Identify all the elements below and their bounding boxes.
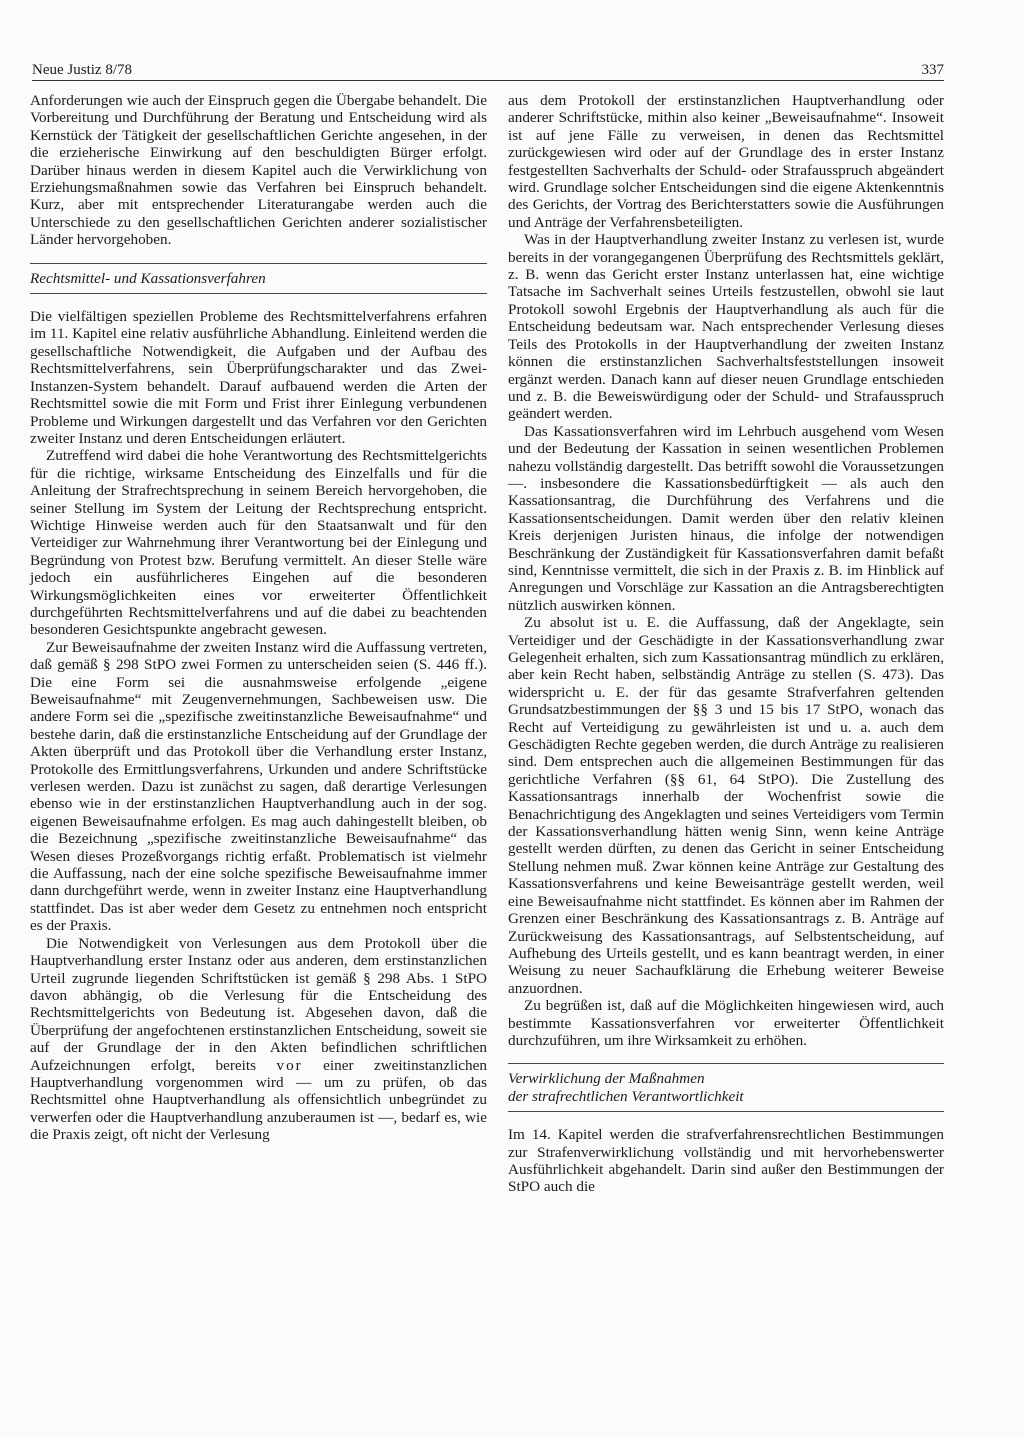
- left-column: [30, 92, 487, 1144]
- section-heading: [508, 1063, 944, 1112]
- running-header: [32, 60, 944, 80]
- section-heading-line: Verwirklichung der Maßnahmen: [508, 1070, 705, 1088]
- paragraph: Zu absolut ist u. E. die Auffassung, daß der Angeklagte, sein Verteidiger und der Geschädigte in der Kassationsverhandlung zwar Gelegenheit erhalten, sich zum Kassationsantrag mündlich zu erklären, aber kein Recht haben, selbständig Anträge zu stellen (S. 473). Das widerspricht u. E. der für das gesamte Strafverfahren geltenden Grundsatzbestimmungen der §§ 3 und 15 bis 17 StPO, wonach das Recht auf Verteidigung zu gewährleisten ist und u. a. auch dem Geschädigten Rechte gegeben werden, die durch Anträge zu realisieren sind. Dem entsprechen auch die allgemeinen Bestimmungen für das gerichtliche Verfahren (§§ 61, 64 StPO). Die Zustellung des Kassationsantrags innerhalb der Wochenfrist sowie die Benachrichtigung des Angeklagten und seines Verteidigers vom Termin der Kassationsverhandlung hätten wenig Sinn, wenn keine Anträge gestellt werden dürften, zu denen das Gericht in seiner Entscheidung Stellung nehmen muß. Zwar können keine Anträge zur Gestaltung des Kassationsverfahrens und keine Beweisanträge gestellt werden, weil eine Beweisaufnahme nicht stattfindet. Es können aber im Rahmen der Grenzen einer Beschränkung des Kassationsantrags z. B. Anträge auf Zurückweisung des Kassationsantrags, auf Selbstentscheidung, auf Aufhebung des Urteils gestellt, und es kann beantragt werden, in einer Weisung zu neuer Sachaufklärung die Erhebung weiterer Beweise anzuordnen.: [508, 614, 944, 997]
- emphasized-word: vor: [276, 1056, 303, 1074]
- paragraph-text: Die Notwendigkeit von Verlesungen aus dem Protokoll über die Hauptverhandlung erster Instanz oder aus anderen, dem erstinstanzlichen Urteil zugrunde liegenden Schriftstücken ist gemäß § 298 Abs. 1 StPO davon abhängig, ob die Verlesung für die Entscheidung des Rechtsmittelgerichts von Bedeutung ist. Abgesehen davon, daß die Überprüfung der angefochtenen erstinstanzlichen Entscheidung, soweit sie auf der Grundlage der in den Akten befindlichen schriftlichen Aufzeichnungen erfolgt, bereits: [30, 934, 487, 1074]
- section-heading-text: Rechtsmittel- und Kassationsverfahren: [30, 269, 266, 287]
- paragraph: Die vielfältigen speziellen Probleme des Rechtsmittelverfahrens erfahren im 11. Kapitel eine relativ ausführliche Abhandlung. Einleitend werden die gesellschaftliche Notwendigkeit, die Aufgaben und der Aufbau des Rechtsmittelverfahrens, sein Überprüfungscharakter und das Zwei-Instanzen-System behandelt. Darauf aufbauend werden die Arten der Rechtsmittel sowie die mit Form und Frist ihrer Einlegung verbundenen Probleme und Wirkungen dargestellt und das Verfahren vor den Gerichten zweiter Instanz und deren Entscheidungen erläutert.: [30, 308, 487, 447]
- section-heading-line: der strafrechtlichen Verantwortlichkeit: [508, 1087, 744, 1105]
- paragraph: aus dem Protokoll der erstinstanzlichen Hauptverhandlung oder anderer Schriftstücke, mithin also keiner „Beweisaufnahme“. Insoweit ist auf jene Fälle zu verweisen, in denen das Rechtsmittel zurückgewiesen wird oder auf der Grundlage des in erster Instanz festgestellten Sachverhalts der Schuld- oder Strafausspruch abgeändert wird. Grundlage solcher Entscheidungen sind die eigene Aktenkenntnis des Gerichts, der Vortrag des Berichterstatters sowie die Ausführungen und Anträge der Verfahrensbeteiligten.: [508, 92, 944, 231]
- paragraph: Zutreffend wird dabei die hohe Verantwortung des Rechtsmittelgerichts für die richtige, wirksame Entscheidung des Einzelfalls und für die Anleitung der Strafrechtsprechung in seinem Bereich hervorgehoben, die seiner Stellung im System der Leitung der Rechtsprechung entspricht. Wichtige Hinweise werden auch für den Staatsanwalt und für den Verteidiger zur Wahrnehmung ihrer Verantwortung bei der Einlegung und Begründung von Protest bzw. Berufung vermittelt. An dieser Stelle wäre jedoch ein ausführlicheres Eingehen auf die besonderen Wirkungsmöglichkeiten eines vor erweiterter Öffentlichkeit durchgeführten Rechtsmittelverfahrens und auf die dabei zu beachtenden besonderen Gesichtspunkte angebracht gewesen.: [30, 447, 487, 639]
- page-number: 337: [921, 62, 944, 78]
- paragraph: Im 14. Kapitel werden die strafverfahrensrechtlichen Bestimmungen zur Strafenverwirklichung vollständig und mit hervorhebenswerter Ausführlichkeit abgehandelt. Darin sind außer den Bestimmungen der StPO auch die: [508, 1126, 944, 1196]
- paragraph: Zur Beweisaufnahme der zweiten Instanz wird die Auffassung vertreten, daß gemäß § 298 StPO zwei Formen zu unterscheiden seien (S. 446 ff.). Die eine Form sei die ausnahmsweise erfolgende „eigene Beweisaufnahme“ mit Zeugenvernehmungen, Sachbeweisen usw. Die andere Form sei die „spezifische zweitinstanzliche Beweisaufnahme“ und bestehe darin, daß die erstinstanzliche Entscheidung auf der Grundlage der Akten überprüft und das Protokoll über die Verhandlung erster Instanz, Protokolle des Ermittlungsverfahrens, Urkunden und andere Schriftstücke verlesen werden. Dazu ist zunächst zu sagen, daß derartige Verlesungen ebenso wie in der erstinstanzlichen Hauptverhandlung auch in der sog. eigenen Beweisaufnahme erfolgen. Es mag auch dahingestellt bleiben, ob die Bezeichnung „spezifische zweitinstanzliche Beweisaufnahme“ das Wesen dieses Prozeßvorgangs richtig erfaßt. Problematisch ist vielmehr die Auffassung, nach der eine solche spezifische Beweisaufnahme immer dann durchgeführt werde, wenn in zweiter Instanz eine Hauptverhandlung stattfindet. Das ist aber weder dem Gesetz zu entnehmen noch entspricht es der Praxis.: [30, 638, 487, 935]
- paragraph: Das Kassationsverfahren wird im Lehrbuch ausgehend vom Wesen und der Bedeutung der Kassation in seinen wesentlichen Problemen nahezu vollständig dargestellt. Das betrifft sowohl die Voraussetzungen —. insbesondere die Kassationsbedürftigkeit — als auch den Kassationsantrag, die Durchführung des Verfahrens und die Kassationsentscheidungen. Damit werden über den relativ kleinen Kreis derjenigen Juristen hinaus, die infolge der notwendigen Beschränkung der Zuständigkeit für Kassationsverfahren damit befaßt sind, Kenntnisse vermittelt, die sich in der Praxis z. B. im Hinblick auf Anregungen und Vorschläge zur Kassation an die Antragsberechtigten nützlich auswirken können.: [508, 422, 944, 614]
- paragraph: [30, 935, 487, 1144]
- paragraph: Was in der Hauptverhandlung zweiter Instanz zu verlesen ist, wurde bereits in der vorangegangenen Überprüfung des Rechtsmittels geklärt, z. B. wenn das Gericht erster Instanz unterlassen hat, eine wichtige Tatsache im Sachverhalt seines Urteils festzustellen, obwohl sie laut Protokoll sowohl Ergebnis der Hauptverhandlung als auch für die Entscheidung bedeutsam war. Nach entsprechender Verlesung dieses Teils des Protokolls in der Hauptverhandlung der zweiten Instanz können die erstinstanzlichen Sachverhaltsfeststellungen insoweit ergänzt werden. Danach kann auf dieser neuen Grundlage entschieden und z. B. die Beweiswürdigung oder der Schuld- und Strafausspruch geändert werden.: [508, 231, 944, 423]
- right-column: [508, 92, 944, 1196]
- section-heading: [30, 263, 487, 294]
- paragraph: Anforderungen wie auch der Einspruch gegen die Übergabe behandelt. Die Vorbereitung und Durchführung der Beratung und Entscheidung wird als Kernstück der Tätigkeit der gesellschaftlichen Gerichte angesehen, in der die erzieherische Einwirkung auf den beschuldigten Bürger erfolgt. Darüber hinaus werden in diesem Kapitel auch die Verwirklichung von Erziehungsmaßnahmen sowie das Verfahren bei Einspruch behandelt. Kurz, aber mit entsprechender Literaturangabe werden auch die Unterschiede zu den gesellschaftlichen Gerichten anderer sozialistischer Länder hervorgehoben.: [30, 92, 487, 249]
- paragraph-text: einer zweitinstanzlichen Hauptverhandlung vorgenommen wird — um zu prüfen, ob das Rechtsmittel ohne Hauptverhandlung als offensichtlich unbegründet zu verwerfen oder die Hauptverhandlung anzuberaumen ist —, bedarf es, wie die Praxis zeigt, oft nicht der Verlesung: [30, 1056, 487, 1144]
- paragraph: Zu begrüßen ist, daß auf die Möglichkeiten hingewiesen wird, auch bestimmte Kassationsverfahren vor erweiterter Öffentlichkeit durchzuführen, um ihre Wirksamkeit zu erhöhen.: [508, 997, 944, 1049]
- journal-title: Neue Justiz 8/78: [32, 62, 132, 78]
- header-rule: [32, 80, 944, 81]
